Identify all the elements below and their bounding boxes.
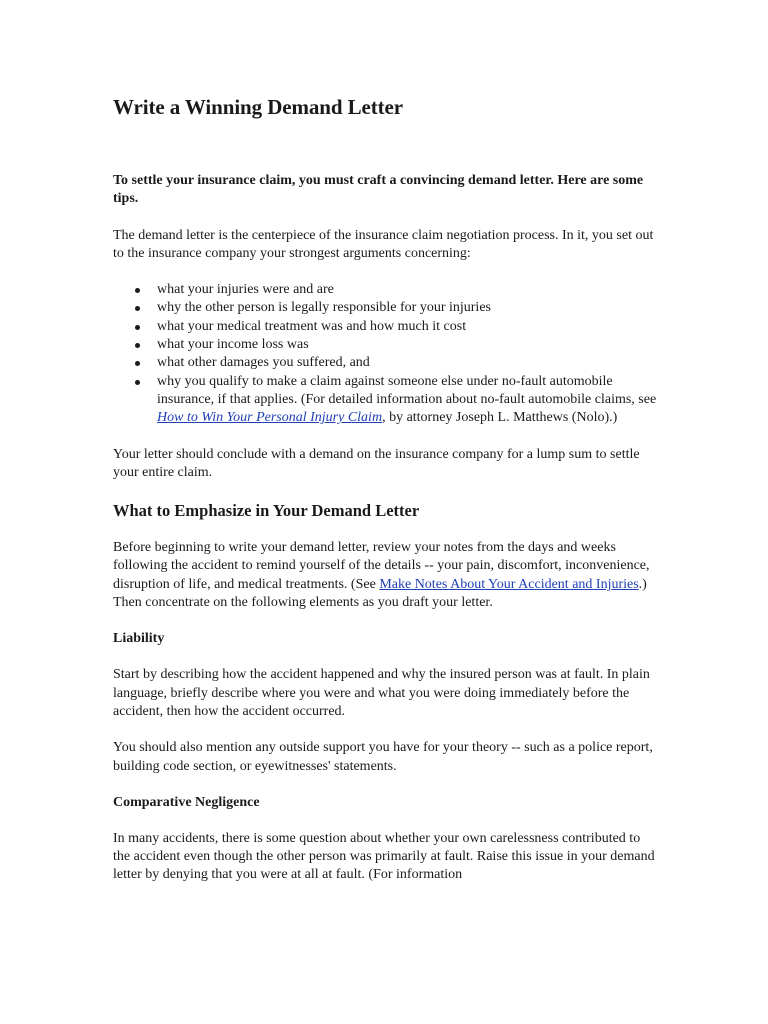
body-paragraph: [113, 539, 658, 612]
paragraph-text: .) Then concentrate on the following elements as you draft your letter.: [113, 576, 647, 611]
body-paragraph: Start by describing how the accident happened and why the insured person was at fault. In plain language, briefly describe where you were and what you were doing immediately before the accident, then how the accident occurred.: [113, 667, 650, 719]
list-item: what other damages you suffered, and: [157, 354, 658, 372]
body-paragraph: The demand letter is the centerpiece of the insurance claim negotiation process. In it, you set out to the insurance company your strongest arguments concerning:: [113, 227, 654, 261]
paragraph-text: Before beginning to write your demand letter, review your notes from the days and weeks following the accident to remind yourself of the details -- your pain, discomfort, inconvenience, disruption of life, and medical treatments. (See: [113, 540, 650, 592]
body-paragraph: In many accidents, there is some question about whether your own carelessness contributed to the accident even though the other person was primarily at fault. Raise this issue in your demand letter by denying that you were at all at fault. (For information: [113, 830, 655, 883]
list-item: [157, 373, 658, 428]
section-heading: What to Emphasize in Your Demand Letter: [113, 501, 420, 521]
book-link[interactable]: How to Win Your Personal Injury Claim: [157, 410, 383, 426]
body-paragraph: You should also mention any outside support you have for your theory -- such as a police report, building code section, or eyewitnesses' statements.: [113, 740, 653, 774]
document-body: [113, 94, 658, 885]
notes-link[interactable]: Make Notes About Your Accident and Injuries: [379, 576, 639, 592]
list-item-text: why you qualify to make a claim against someone else under no-fault automobile insurance, if that applies. (For detailed information about no-fault automobile claims, see: [157, 373, 657, 407]
list-item: what your medical treatment was and how much it cost: [157, 318, 658, 336]
page-title: Write a Winning Demand Letter: [113, 95, 403, 119]
comparative-negligence-heading: Comparative Negligence: [113, 794, 260, 810]
argument-list: [113, 281, 658, 427]
list-item-text: , by attorney Joseph L. Matthews (Nolo).): [382, 410, 618, 426]
body-paragraph: Your letter should conclude with a demand on the insurance company for a lump sum to settle your entire claim.: [113, 446, 640, 480]
list-item: why the other person is legally responsible for your injuries: [157, 299, 658, 317]
list-item: what your injuries were and are: [157, 281, 658, 299]
intro-paragraph: To settle your insurance claim, you must craft a convincing demand letter. Here are some tips.: [113, 173, 644, 207]
liability-heading: Liability: [113, 631, 165, 647]
list-item: what your income loss was: [157, 336, 658, 354]
